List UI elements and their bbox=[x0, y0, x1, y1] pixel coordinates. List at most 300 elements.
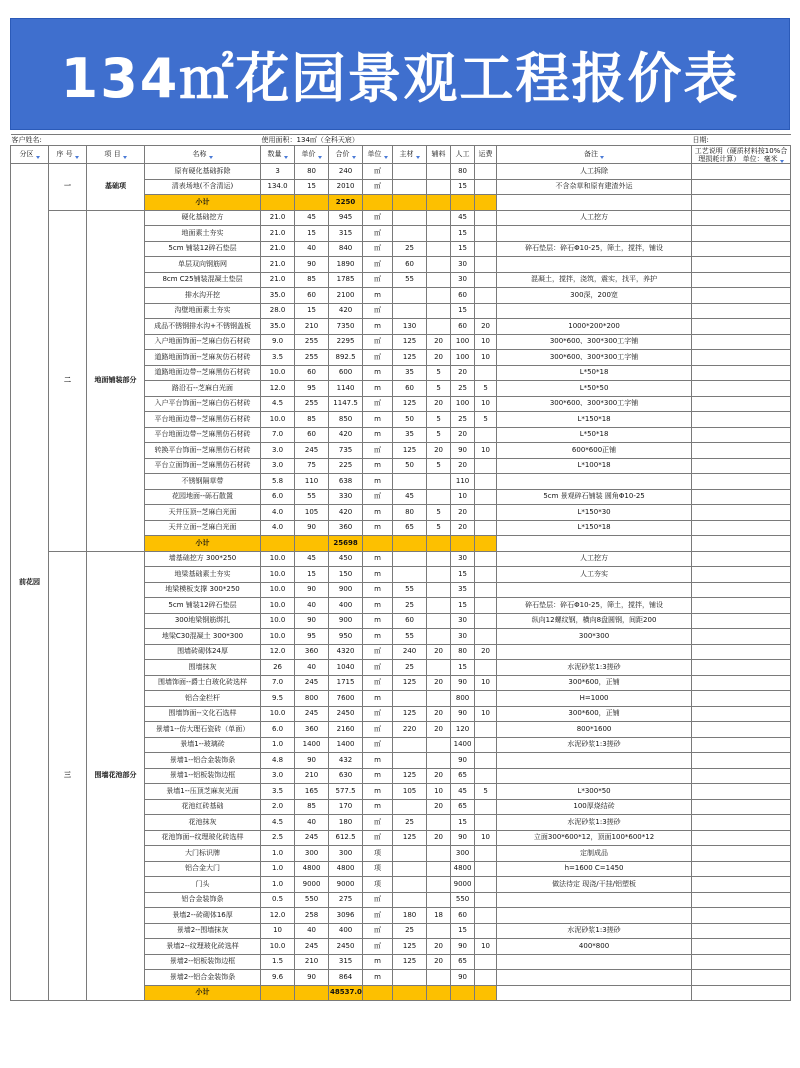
cell-labor[interactable]: 20 bbox=[451, 520, 475, 536]
cell-name[interactable]: 5cm 铺装12碎石垫层 bbox=[145, 241, 261, 257]
cell-unit[interactable]: ㎡ bbox=[363, 179, 393, 195]
cell-main-material[interactable]: 50 bbox=[393, 458, 427, 474]
cell-shipping[interactable] bbox=[475, 768, 497, 784]
cell-unit[interactable]: m bbox=[363, 458, 393, 474]
cell-shipping[interactable] bbox=[475, 815, 497, 831]
cell-main-material[interactable]: 125 bbox=[393, 706, 427, 722]
cell-main-material[interactable]: 25 bbox=[393, 923, 427, 939]
cell-labor[interactable]: 90 bbox=[451, 753, 475, 769]
cell-process[interactable] bbox=[692, 241, 791, 257]
cell-remark[interactable]: 不含杂草和原有建渣外运 bbox=[497, 179, 692, 195]
cell-main-material[interactable]: 25 bbox=[393, 815, 427, 831]
cell-shipping[interactable]: 10 bbox=[475, 334, 497, 350]
cell-qty[interactable]: 10.0 bbox=[261, 613, 295, 629]
cell-unit[interactable]: m bbox=[363, 799, 393, 815]
cell-unit[interactable]: ㎡ bbox=[363, 815, 393, 831]
cell-remark[interactable]: 5cm 景观碎石铺装 圆角Φ10-25 bbox=[497, 489, 692, 505]
cell-main-material[interactable]: 55 bbox=[393, 272, 427, 288]
cell-process[interactable] bbox=[692, 768, 791, 784]
cell-labor[interactable]: 60 bbox=[451, 319, 475, 335]
cell-aux-material[interactable] bbox=[427, 598, 451, 614]
cell-process[interactable] bbox=[692, 288, 791, 304]
cell-qty[interactable]: 1.0 bbox=[261, 846, 295, 862]
cell-unit[interactable]: ㎡ bbox=[363, 660, 393, 676]
cell-labor[interactable]: 30 bbox=[451, 551, 475, 567]
cell-price[interactable]: 55 bbox=[295, 489, 329, 505]
cell-main-material[interactable]: 125 bbox=[393, 396, 427, 412]
cell-shipping[interactable] bbox=[475, 582, 497, 598]
cell-price[interactable]: 45 bbox=[295, 210, 329, 226]
cell-remark[interactable]: L*150*18 bbox=[497, 520, 692, 536]
cell-price[interactable]: 255 bbox=[295, 350, 329, 366]
cell-process[interactable] bbox=[692, 629, 791, 645]
cell-total[interactable]: 900 bbox=[329, 613, 363, 629]
cell-unit[interactable]: ㎡ bbox=[363, 830, 393, 846]
cell-unit[interactable]: m bbox=[363, 288, 393, 304]
cell-unit[interactable]: m bbox=[363, 954, 393, 970]
cell-unit[interactable]: m bbox=[363, 567, 393, 583]
cell-process[interactable] bbox=[692, 861, 791, 877]
cell-aux-material[interactable]: 5 bbox=[427, 427, 451, 443]
cell-process[interactable] bbox=[692, 474, 791, 490]
cell-labor[interactable]: 100 bbox=[451, 396, 475, 412]
cell-remark[interactable]: L*50*18 bbox=[497, 365, 692, 381]
cell-price[interactable]: 550 bbox=[295, 892, 329, 908]
filter-dropdown-icon[interactable] bbox=[209, 156, 213, 159]
cell-name[interactable]: 围墙抹灰 bbox=[145, 660, 261, 676]
cell-aux-material[interactable] bbox=[427, 815, 451, 831]
cell-main-material[interactable] bbox=[393, 210, 427, 226]
cell-name[interactable]: 景墙1--压顶芝麻灰光面 bbox=[145, 784, 261, 800]
cell-unit[interactable]: m bbox=[363, 365, 393, 381]
cell-total[interactable]: 945 bbox=[329, 210, 363, 226]
cell-price[interactable]: 245 bbox=[295, 443, 329, 459]
cell-total[interactable]: 400 bbox=[329, 598, 363, 614]
cell-qty[interactable]: 3 bbox=[261, 164, 295, 180]
cell-price[interactable]: 90 bbox=[295, 520, 329, 536]
cell-name[interactable]: 硬化基础挖方 bbox=[145, 210, 261, 226]
cell-price[interactable]: 255 bbox=[295, 334, 329, 350]
cell-qty[interactable]: 2.0 bbox=[261, 799, 295, 815]
cell-qty[interactable]: 6.0 bbox=[261, 489, 295, 505]
cell-price[interactable]: 9000 bbox=[295, 877, 329, 893]
section-seq[interactable]: 二 bbox=[49, 210, 87, 551]
cell-total[interactable]: 2160 bbox=[329, 722, 363, 738]
cell-remark[interactable]: 人工挖方 bbox=[497, 210, 692, 226]
cell-aux-material[interactable]: 20 bbox=[427, 334, 451, 350]
cell-remark[interactable] bbox=[497, 954, 692, 970]
cell-shipping[interactable]: 5 bbox=[475, 381, 497, 397]
header-main-material[interactable]: 主材 bbox=[393, 146, 427, 164]
cell-aux-material[interactable]: 20 bbox=[427, 799, 451, 815]
cell-unit[interactable]: ㎡ bbox=[363, 892, 393, 908]
section-item[interactable]: 基础项 bbox=[87, 164, 145, 211]
cell-qty[interactable]: 10 bbox=[261, 923, 295, 939]
cell-aux-material[interactable]: 20 bbox=[427, 396, 451, 412]
cell-remark[interactable] bbox=[497, 908, 692, 924]
cell-unit[interactable]: ㎡ bbox=[363, 737, 393, 753]
cell-name[interactable]: 道路地面边带--芝麻黑仿石材砖 bbox=[145, 365, 261, 381]
cell-name[interactable]: 清表场地(不含清运) bbox=[145, 179, 261, 195]
cell-labor[interactable]: 15 bbox=[451, 660, 475, 676]
cell-remark[interactable] bbox=[497, 257, 692, 273]
cell-main-material[interactable] bbox=[393, 799, 427, 815]
cell-aux-material[interactable] bbox=[427, 288, 451, 304]
cell-qty[interactable]: 3.0 bbox=[261, 768, 295, 784]
cell-main-material[interactable]: 125 bbox=[393, 350, 427, 366]
cell-remark[interactable]: 600*600正铺 bbox=[497, 443, 692, 459]
cell-remark[interactable] bbox=[497, 644, 692, 660]
filter-dropdown-icon[interactable] bbox=[780, 160, 784, 163]
cell-price[interactable]: 165 bbox=[295, 784, 329, 800]
cell-total[interactable]: 864 bbox=[329, 970, 363, 986]
cell-labor[interactable]: 90 bbox=[451, 939, 475, 955]
cell-main-material[interactable]: 130 bbox=[393, 319, 427, 335]
cell-labor[interactable]: 300 bbox=[451, 846, 475, 862]
cell-labor[interactable]: 25 bbox=[451, 381, 475, 397]
cell-price[interactable]: 90 bbox=[295, 753, 329, 769]
cell-main-material[interactable]: 125 bbox=[393, 675, 427, 691]
cell-qty[interactable]: 10.0 bbox=[261, 412, 295, 428]
cell-unit[interactable]: m bbox=[363, 753, 393, 769]
cell-unit[interactable]: ㎡ bbox=[363, 210, 393, 226]
cell-price[interactable]: 45 bbox=[295, 551, 329, 567]
cell-name[interactable]: 墙基础挖方 300*250 bbox=[145, 551, 261, 567]
cell-unit[interactable]: ㎡ bbox=[363, 164, 393, 180]
section-item[interactable]: 地面铺装部分 bbox=[87, 210, 145, 551]
cell-total[interactable]: 180 bbox=[329, 815, 363, 831]
cell-remark[interactable]: 水泥砂浆1:3搓砂 bbox=[497, 815, 692, 831]
cell-process[interactable] bbox=[692, 505, 791, 521]
cell-main-material[interactable] bbox=[393, 288, 427, 304]
cell-qty[interactable]: 4.0 bbox=[261, 505, 295, 521]
cell-name[interactable]: 平台地面边带--芝麻黑仿石材砖 bbox=[145, 427, 261, 443]
cell-main-material[interactable] bbox=[393, 753, 427, 769]
cell-unit[interactable]: ㎡ bbox=[363, 241, 393, 257]
filter-dropdown-icon[interactable] bbox=[352, 156, 356, 159]
cell-labor[interactable]: 30 bbox=[451, 272, 475, 288]
cell-name[interactable]: 原有硬化基础拆除 bbox=[145, 164, 261, 180]
cell-unit[interactable]: m bbox=[363, 970, 393, 986]
cell-price[interactable]: 258 bbox=[295, 908, 329, 924]
cell-qty[interactable]: 9.6 bbox=[261, 970, 295, 986]
cell-remark[interactable]: 纵向12螺纹钢，横向8盘圆钢，间距200 bbox=[497, 613, 692, 629]
cell-remark[interactable] bbox=[497, 753, 692, 769]
header-unit[interactable]: 单位 bbox=[363, 146, 393, 164]
cell-name[interactable]: 转换平台饰面--芝麻黑仿石材砖 bbox=[145, 443, 261, 459]
cell-aux-material[interactable] bbox=[427, 272, 451, 288]
cell-aux-material[interactable] bbox=[427, 241, 451, 257]
cell-remark[interactable]: 做法待定 现浇/干挂/铝塑板 bbox=[497, 877, 692, 893]
cell-labor[interactable]: 25 bbox=[451, 412, 475, 428]
cell-name[interactable]: 景墙2--砖砌体16厚 bbox=[145, 908, 261, 924]
cell-main-material[interactable] bbox=[393, 226, 427, 242]
cell-total[interactable]: 450 bbox=[329, 551, 363, 567]
cell-total[interactable]: 420 bbox=[329, 505, 363, 521]
cell-name[interactable]: 地面素土夯实 bbox=[145, 226, 261, 242]
cell-name[interactable]: 景墙2--围墙抹灰 bbox=[145, 923, 261, 939]
cell-name[interactable]: 5cm 铺装12碎石垫层 bbox=[145, 598, 261, 614]
cell-labor[interactable]: 65 bbox=[451, 768, 475, 784]
cell-process[interactable] bbox=[692, 350, 791, 366]
cell-process[interactable] bbox=[692, 365, 791, 381]
cell-process[interactable] bbox=[692, 753, 791, 769]
cell-labor[interactable]: 10 bbox=[451, 489, 475, 505]
cell-aux-material[interactable] bbox=[427, 629, 451, 645]
header-remark[interactable]: 备注 bbox=[497, 146, 692, 164]
cell-price[interactable]: 255 bbox=[295, 396, 329, 412]
cell-remark[interactable]: 碎石垫层：碎石Φ10-25，筛土，搅拌，铺设 bbox=[497, 598, 692, 614]
cell-name[interactable]: 围墙砖砌体24厚 bbox=[145, 644, 261, 660]
cell-name[interactable]: 景墙2--铝合金装饰条 bbox=[145, 970, 261, 986]
cell-process[interactable] bbox=[692, 272, 791, 288]
cell-main-material[interactable]: 35 bbox=[393, 427, 427, 443]
cell-price[interactable]: 80 bbox=[295, 164, 329, 180]
cell-aux-material[interactable] bbox=[427, 319, 451, 335]
cell-total[interactable]: 1400 bbox=[329, 737, 363, 753]
cell-remark[interactable]: L*150*30 bbox=[497, 505, 692, 521]
cell-total[interactable]: 7600 bbox=[329, 691, 363, 707]
cell-price[interactable]: 110 bbox=[295, 474, 329, 490]
cell-aux-material[interactable]: 5 bbox=[427, 505, 451, 521]
cell-price[interactable]: 85 bbox=[295, 412, 329, 428]
cell-process[interactable] bbox=[692, 892, 791, 908]
cell-qty[interactable]: 3.5 bbox=[261, 350, 295, 366]
cell-price[interactable]: 90 bbox=[295, 613, 329, 629]
cell-shipping[interactable] bbox=[475, 241, 497, 257]
cell-unit[interactable]: ㎡ bbox=[363, 908, 393, 924]
cell-shipping[interactable] bbox=[475, 892, 497, 908]
cell-unit[interactable]: m bbox=[363, 319, 393, 335]
cell-qty[interactable]: 10.0 bbox=[261, 939, 295, 955]
cell-remark[interactable]: L*100*18 bbox=[497, 458, 692, 474]
cell-unit[interactable]: ㎡ bbox=[363, 272, 393, 288]
cell-process[interactable] bbox=[692, 660, 791, 676]
cell-labor[interactable]: 20 bbox=[451, 458, 475, 474]
cell-name[interactable]: 花池红砖基础 bbox=[145, 799, 261, 815]
cell-main-material[interactable] bbox=[393, 551, 427, 567]
cell-labor[interactable]: 45 bbox=[451, 784, 475, 800]
cell-shipping[interactable] bbox=[475, 877, 497, 893]
cell-unit[interactable]: m bbox=[363, 381, 393, 397]
cell-process[interactable] bbox=[692, 536, 791, 552]
cell-unit[interactable]: m bbox=[363, 598, 393, 614]
cell-remark[interactable] bbox=[497, 892, 692, 908]
cell-unit[interactable]: 项 bbox=[363, 877, 393, 893]
cell-unit[interactable]: ㎡ bbox=[363, 722, 393, 738]
cell-unit[interactable]: ㎡ bbox=[363, 675, 393, 691]
cell-process[interactable] bbox=[692, 923, 791, 939]
cell-process[interactable] bbox=[692, 458, 791, 474]
cell-total[interactable]: 630 bbox=[329, 768, 363, 784]
cell-process[interactable] bbox=[692, 644, 791, 660]
cell-qty[interactable]: 35.0 bbox=[261, 288, 295, 304]
cell-price[interactable]: 15 bbox=[295, 226, 329, 242]
cell-name[interactable]: 入户平台饰面--芝麻白仿石材砖 bbox=[145, 396, 261, 412]
cell-shipping[interactable]: 10 bbox=[475, 939, 497, 955]
cell-total[interactable]: 2450 bbox=[329, 706, 363, 722]
cell-aux-material[interactable]: 5 bbox=[427, 381, 451, 397]
cell-shipping[interactable] bbox=[475, 598, 497, 614]
cell-total[interactable]: 1147.5 bbox=[329, 396, 363, 412]
cell-qty[interactable]: 0.5 bbox=[261, 892, 295, 908]
cell-process[interactable] bbox=[692, 551, 791, 567]
cell-qty[interactable]: 35.0 bbox=[261, 319, 295, 335]
cell-shipping[interactable]: 20 bbox=[475, 644, 497, 660]
cell-name[interactable]: 花池抹灰 bbox=[145, 815, 261, 831]
cell-remark[interactable]: 100厚烧结砖 bbox=[497, 799, 692, 815]
cell-total[interactable]: 950 bbox=[329, 629, 363, 645]
cell-labor[interactable]: 15 bbox=[451, 598, 475, 614]
cell-total[interactable]: 1040 bbox=[329, 660, 363, 676]
cell-qty[interactable]: 7.0 bbox=[261, 427, 295, 443]
cell-qty[interactable]: 9.5 bbox=[261, 691, 295, 707]
cell-name[interactable]: 入户地面饰面--芝麻白仿石材砖 bbox=[145, 334, 261, 350]
cell-total[interactable]: 1140 bbox=[329, 381, 363, 397]
cell-name[interactable]: 花园地面--砾石散置 bbox=[145, 489, 261, 505]
cell-main-material[interactable]: 25 bbox=[393, 598, 427, 614]
cell-shipping[interactable] bbox=[475, 753, 497, 769]
cell-price[interactable]: 15 bbox=[295, 303, 329, 319]
cell-main-material[interactable] bbox=[393, 474, 427, 490]
cell-remark[interactable]: 立面300*600*12，顶面100*600*12 bbox=[497, 830, 692, 846]
cell-shipping[interactable] bbox=[475, 660, 497, 676]
cell-main-material[interactable]: 80 bbox=[393, 505, 427, 521]
filter-dropdown-icon[interactable] bbox=[600, 156, 604, 159]
cell-main-material[interactable]: 50 bbox=[393, 412, 427, 428]
cell-process[interactable] bbox=[692, 582, 791, 598]
cell-unit[interactable]: 项 bbox=[363, 846, 393, 862]
cell-total[interactable]: 7350 bbox=[329, 319, 363, 335]
cell-labor[interactable]: 80 bbox=[451, 644, 475, 660]
cell-price[interactable]: 245 bbox=[295, 939, 329, 955]
cell-remark[interactable] bbox=[497, 226, 692, 242]
cell-process[interactable] bbox=[692, 210, 791, 226]
cell-name[interactable]: 成品不锈钢排水沟+不锈钢盖板 bbox=[145, 319, 261, 335]
cell-name[interactable]: 门头 bbox=[145, 877, 261, 893]
cell-main-material[interactable]: 60 bbox=[393, 613, 427, 629]
cell-shipping[interactable] bbox=[475, 272, 497, 288]
cell-total[interactable]: 577.5 bbox=[329, 784, 363, 800]
cell-process[interactable] bbox=[692, 939, 791, 955]
header-seq[interactable]: 序 号 bbox=[49, 146, 87, 164]
cell-qty[interactable]: 6.0 bbox=[261, 722, 295, 738]
header-qty[interactable]: 数量 bbox=[261, 146, 295, 164]
cell-total[interactable]: 9000 bbox=[329, 877, 363, 893]
cell-process[interactable] bbox=[692, 799, 791, 815]
cell-main-material[interactable] bbox=[393, 567, 427, 583]
section-seq[interactable]: 一 bbox=[49, 164, 87, 211]
cell-remark[interactable]: 混凝土，搅拌，浇筑，震实，找平，养护 bbox=[497, 272, 692, 288]
cell-shipping[interactable] bbox=[475, 210, 497, 226]
header-shipping[interactable]: 运费 bbox=[475, 146, 497, 164]
cell-aux-material[interactable]: 20 bbox=[427, 350, 451, 366]
cell-qty[interactable]: 5.8 bbox=[261, 474, 295, 490]
cell-unit[interactable]: ㎡ bbox=[363, 489, 393, 505]
cell-name[interactable]: 景墙2--纹理玻化砖选样 bbox=[145, 939, 261, 955]
cell-name[interactable]: 花池饰面--纹理玻化砖选样 bbox=[145, 830, 261, 846]
cell-main-material[interactable]: 45 bbox=[393, 489, 427, 505]
cell-process[interactable] bbox=[692, 334, 791, 350]
cell-price[interactable]: 245 bbox=[295, 675, 329, 691]
cell-total[interactable]: 360 bbox=[329, 520, 363, 536]
cell-process[interactable] bbox=[692, 722, 791, 738]
cell-shipping[interactable] bbox=[475, 613, 497, 629]
cell-remark[interactable]: 人工拆除 bbox=[497, 164, 692, 180]
cell-shipping[interactable] bbox=[475, 923, 497, 939]
cell-price[interactable]: 105 bbox=[295, 505, 329, 521]
cell-name[interactable]: 不锈钢隔草带 bbox=[145, 474, 261, 490]
cell-main-material[interactable]: 125 bbox=[393, 334, 427, 350]
cell-unit[interactable]: ㎡ bbox=[363, 443, 393, 459]
cell-qty[interactable]: 7.0 bbox=[261, 675, 295, 691]
cell-total[interactable]: 432 bbox=[329, 753, 363, 769]
header-aux-material[interactable]: 辅料 bbox=[427, 146, 451, 164]
cell-qty[interactable]: 3.0 bbox=[261, 443, 295, 459]
cell-price[interactable]: 15 bbox=[295, 567, 329, 583]
cell-total[interactable]: 3096 bbox=[329, 908, 363, 924]
cell-total[interactable]: 4320 bbox=[329, 644, 363, 660]
cell-shipping[interactable] bbox=[475, 691, 497, 707]
cell-shipping[interactable] bbox=[475, 226, 497, 242]
header-name[interactable]: 名称 bbox=[145, 146, 261, 164]
cell-total[interactable]: 225 bbox=[329, 458, 363, 474]
cell-remark[interactable]: 800*1600 bbox=[497, 722, 692, 738]
cell-unit[interactable]: ㎡ bbox=[363, 303, 393, 319]
cell-remark[interactable]: 300*300 bbox=[497, 629, 692, 645]
cell-name[interactable]: 地梁C30混凝土 300*300 bbox=[145, 629, 261, 645]
cell-name[interactable]: 景墙1--铝板装饰边框 bbox=[145, 768, 261, 784]
cell-process[interactable] bbox=[692, 396, 791, 412]
cell-price[interactable]: 1400 bbox=[295, 737, 329, 753]
cell-shipping[interactable] bbox=[475, 288, 497, 304]
cell-aux-material[interactable] bbox=[427, 179, 451, 195]
cell-unit[interactable]: m bbox=[363, 629, 393, 645]
cell-aux-material[interactable]: 20 bbox=[427, 443, 451, 459]
cell-unit[interactable]: m bbox=[363, 768, 393, 784]
cell-process[interactable] bbox=[692, 567, 791, 583]
cell-shipping[interactable] bbox=[475, 551, 497, 567]
cell-unit[interactable]: m bbox=[363, 520, 393, 536]
cell-remark[interactable] bbox=[497, 985, 692, 1001]
cell-total[interactable]: 2010 bbox=[329, 179, 363, 195]
cell-shipping[interactable] bbox=[475, 427, 497, 443]
cell-shipping[interactable]: 20 bbox=[475, 319, 497, 335]
cell-name[interactable]: 路沿石--芝麻白光面 bbox=[145, 381, 261, 397]
cell-name[interactable]: 铝合金装饰条 bbox=[145, 892, 261, 908]
cell-qty[interactable]: 21.0 bbox=[261, 210, 295, 226]
cell-process[interactable] bbox=[692, 319, 791, 335]
cell-labor[interactable]: 80 bbox=[451, 164, 475, 180]
cell-process[interactable] bbox=[692, 706, 791, 722]
cell-aux-material[interactable]: 18 bbox=[427, 908, 451, 924]
cell-labor[interactable]: 90 bbox=[451, 443, 475, 459]
cell-qty[interactable]: 1.0 bbox=[261, 737, 295, 753]
cell-process[interactable] bbox=[692, 830, 791, 846]
cell-name[interactable]: 铝合金栏杆 bbox=[145, 691, 261, 707]
cell-labor[interactable]: 65 bbox=[451, 799, 475, 815]
cell-qty[interactable]: 10.0 bbox=[261, 598, 295, 614]
filter-dropdown-icon[interactable] bbox=[416, 156, 420, 159]
cell-labor[interactable]: 15 bbox=[451, 923, 475, 939]
cell-total[interactable]: 2100 bbox=[329, 288, 363, 304]
cell-labor[interactable]: 90 bbox=[451, 675, 475, 691]
cell-name[interactable]: 景墙1--仿大理石瓷砖（单面） bbox=[145, 722, 261, 738]
cell-labor[interactable]: 30 bbox=[451, 613, 475, 629]
cell-remark[interactable]: 水泥砂浆1:3搓砂 bbox=[497, 660, 692, 676]
cell-qty[interactable]: 3.5 bbox=[261, 784, 295, 800]
cell-main-material[interactable]: 60 bbox=[393, 257, 427, 273]
